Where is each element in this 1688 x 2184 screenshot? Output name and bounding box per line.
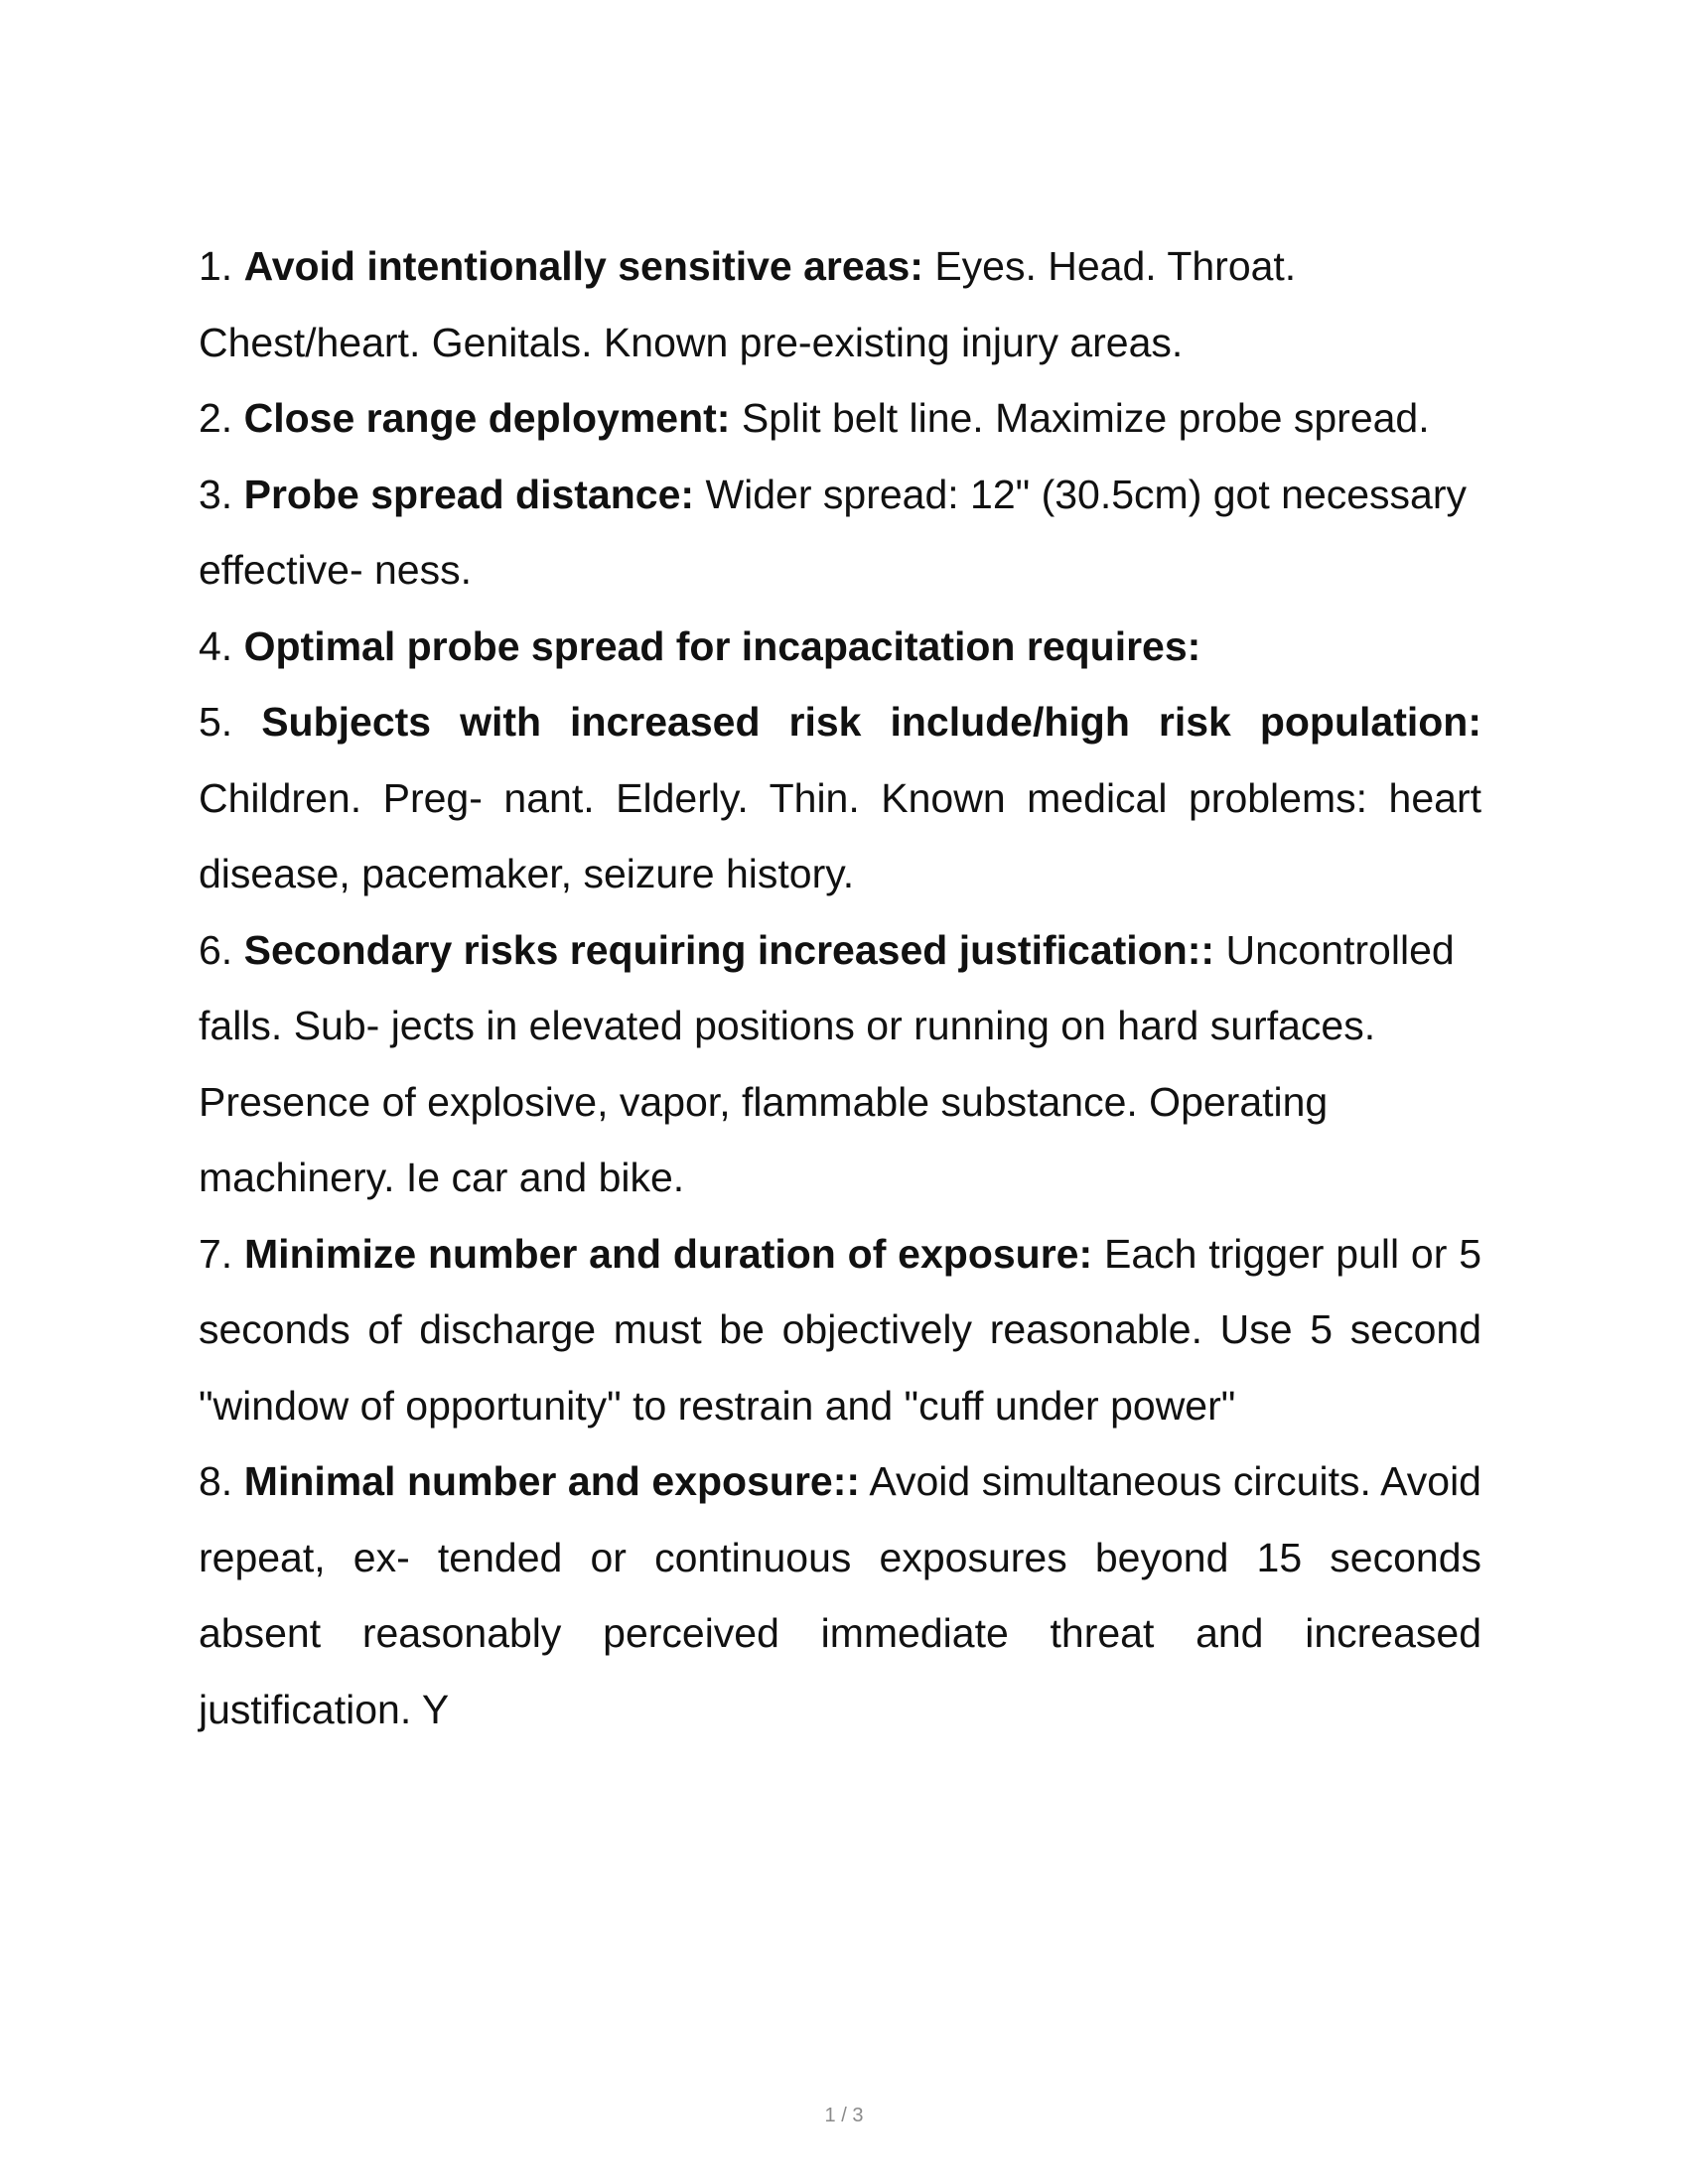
- item-heading: Avoid intentionally sensitive areas:: [243, 243, 923, 289]
- list-item-5: [199, 684, 1481, 912]
- document-body: [199, 228, 1481, 1747]
- item-number: 1.: [199, 243, 233, 289]
- item-heading: Minimize number and duration of exposure:: [244, 1230, 1093, 1277]
- item-text: Eyes. Head. Throat. Chest/heart. Genitals. Known pre-existing injury areas.: [199, 243, 1297, 365]
- item-number: 6.: [199, 926, 233, 973]
- item-number: 8.: [199, 1458, 233, 1504]
- list-item-1: [199, 228, 1481, 380]
- list-item-8: [199, 1443, 1481, 1747]
- item-number: 7.: [199, 1230, 233, 1277]
- list-item-7: [199, 1216, 1481, 1444]
- item-text: Uncontrolled falls. Sub- jects in elevated positions or running on hard surfaces. Presence of explosive, vapor, flammable substance. Operating machinery. Ie car and bike.: [199, 926, 1455, 1200]
- list-item-2: [199, 380, 1481, 457]
- item-text: Avoid simultaneous circuits. Avoid repeat, ex- tended or continuous exposures beyond 15 seconds absent reasonably perceived immediate threat and increased justification. Y: [199, 1458, 1481, 1732]
- item-text: Children. Preg- nant. Elderly. Thin. Known medical problems: heart disease, pacemaker, seizure history.: [199, 774, 1481, 896]
- item-heading: Close range deployment:: [243, 395, 731, 441]
- item-number: 3.: [199, 471, 233, 517]
- item-heading: Subjects with increased risk include/high risk population:: [261, 699, 1481, 745]
- item-heading: Optimal probe spread for incapacitation requires:: [243, 622, 1201, 669]
- list-item-6: [199, 912, 1481, 1216]
- item-heading: Probe spread distance:: [243, 471, 695, 517]
- item-number: 4.: [199, 622, 233, 669]
- item-text: Each trigger pull or 5 seconds of discharge must be objectively reasonable. Use 5 second "window of opportunity" to restrain and "cuff under power": [199, 1230, 1481, 1429]
- item-text: Split belt line. Maximize probe spread.: [741, 395, 1430, 441]
- item-number: 2.: [199, 395, 233, 441]
- item-text: Wider spread: 12" (30.5cm) got necessary effective- ness.: [199, 471, 1468, 593]
- page-number: 1 / 3: [824, 2105, 864, 2126]
- item-heading: Minimal number and exposure::: [243, 1458, 861, 1504]
- item-number: 5.: [199, 699, 233, 745]
- list-item-3: [199, 457, 1481, 609]
- item-heading: Secondary risks requiring increased justification::: [243, 926, 1215, 973]
- list-item-4: [199, 609, 1481, 685]
